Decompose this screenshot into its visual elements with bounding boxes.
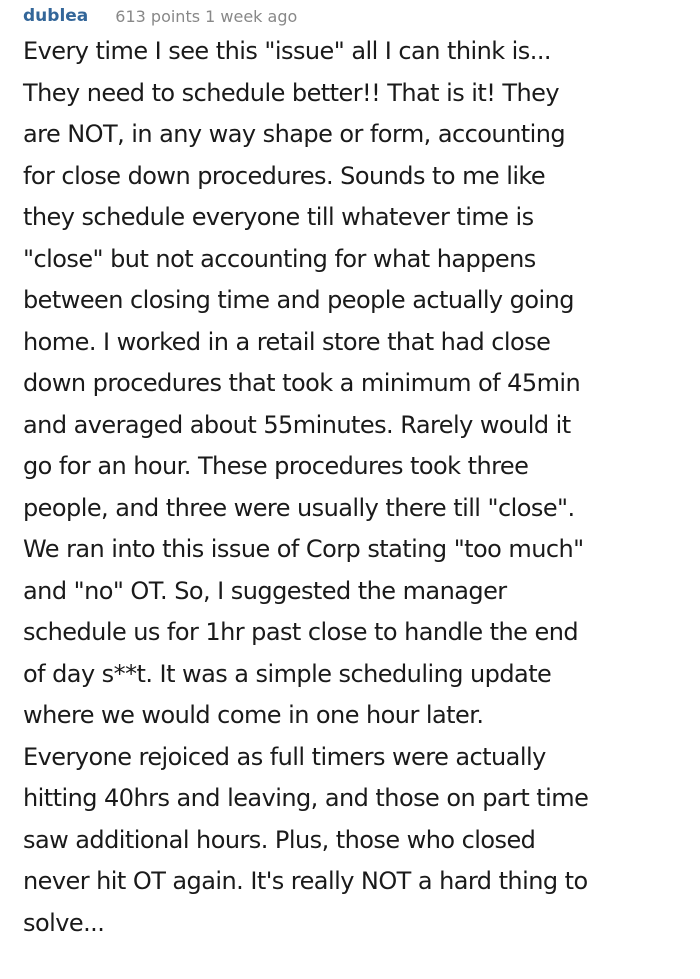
comment-body-line: and "no" OT. So, I suggested the manager	[23, 576, 507, 605]
comment-body-line: go for an hour. These procedures took three	[23, 452, 529, 480]
comment-body-line: of day s**t. It was a simple scheduling update	[23, 659, 552, 688]
comment-body-line: never hit OT again. It's really NOT a hard thing to	[23, 867, 588, 895]
comment-body-line: home. I worked in a retail store that had close	[23, 327, 551, 356]
comment-body-line: are NOT, in any way shape or form, accounting	[23, 120, 566, 148]
comment-body-line: and averaged about 55minutes. Rarely would it	[23, 410, 571, 439]
comment-body-line: "close" but not accounting for what happens	[23, 244, 536, 273]
comment-body-line: Everyone rejoiced as full timers were actually	[23, 742, 546, 771]
comment-body-line: We ran into this issue of Corp stating "too much"	[23, 535, 584, 563]
comment-body-line: solve...	[23, 908, 105, 937]
comment-body	[23, 31, 683, 944]
comment-body-line: hitting 40hrs and leaving, and those on part time	[23, 784, 589, 812]
comment-body-line: for close down procedures. Sounds to me like	[23, 161, 546, 190]
comment-body-line: they schedule everyone till whatever time is	[23, 203, 534, 231]
comment-body-line: saw additional hours. Plus, those who closed	[23, 825, 536, 854]
comment-body-line: between closing time and people actually going	[23, 286, 574, 314]
comment-score: 613 points 1 week ago	[115, 6, 298, 26]
comment-body-line: schedule us for 1hr past close to handle the end	[23, 618, 579, 646]
comment-body-line: people, and three were usually there till "close".	[23, 493, 575, 522]
comment-body-line: where we would come in one hour later.	[23, 701, 484, 729]
comment-body-line: They need to schedule better!! That is it! They	[23, 78, 560, 107]
comment-body-line: down procedures that took a minimum of 45min	[23, 369, 581, 397]
comment-body-line: Every time I see this "issue" all I can think is...	[23, 37, 551, 65]
comment-author-link[interactable]: dublea	[23, 6, 89, 26]
